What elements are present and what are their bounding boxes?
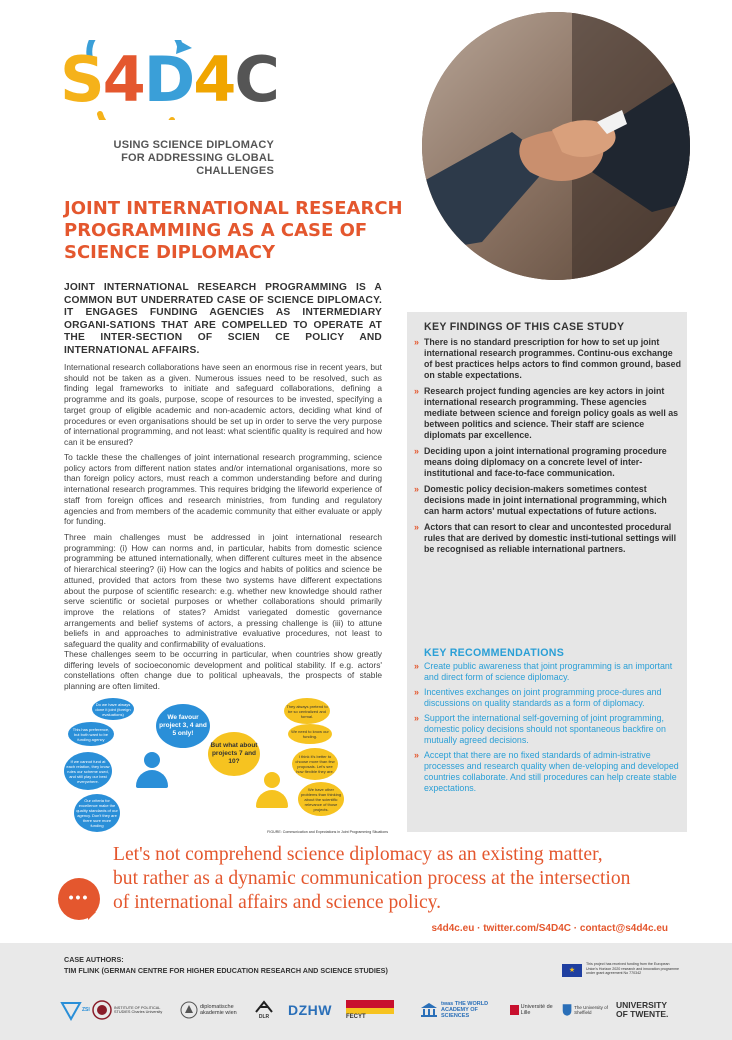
key-findings-list (414, 337, 681, 560)
list-item: » Support the international self-governing of joint programming, domestic policy decisions should not spontaneous backfire on mutually agreed decisions. (414, 713, 666, 745)
partner-logo-dzhw: DZHW (288, 1002, 332, 1018)
partner-logo-fecyt: FECYT (346, 997, 394, 1023)
speech-bubble: We need to know our funding. (288, 724, 332, 744)
crest-icon (180, 1001, 198, 1019)
partner-logo-twente: UNIVERSITY OF TWENTE. (616, 1000, 669, 1019)
speech-bubble: But what about projects 7 and 10? (208, 732, 260, 776)
pull-quote: Let's not comprehend science diplomacy as an existing matter, but rather as a dynamic communication process at the intersection of international affairs and science policy. (113, 844, 631, 913)
list-item: » Incentives exchanges on joint programming proce-dures and discussions on quality standards as a form of diplomacy. (414, 687, 662, 708)
bullet-icon: » (414, 661, 419, 671)
partner-logo-unesco (420, 997, 438, 1023)
bullet-icon: » (414, 484, 419, 494)
s4d4c-logo (60, 40, 280, 120)
handshake-image (422, 12, 690, 280)
bullet-icon: » (414, 446, 419, 456)
contact-links[interactable]: s4d4c.eu · twitter.com/S4D4C · contact@s4d4c.eu (431, 923, 668, 934)
list-item: » Domestic policy decision-makers sometimes contest decisions made in joint international programming, which can harm actors' mutual expectations of future actions. (414, 484, 667, 516)
list-item: » Actors that can resort to clear and uncontested procedural rules that are derived by domestic insti-tutional settings will be recognised as reliable international partners. (414, 522, 677, 554)
body-paragraph: To tackle these the challenges of joint international research programming, science policy actors from different nation states and/or international organisations, more so than foreign policy actors, must reach a common understanding before and during international research programmes. This requires bridging the lifeworld experience of staff from foreign offices and research ministries, from funding and regulatory agencies and from members of the academic community that either evaluate or apply for funding. (64, 452, 382, 527)
figure-caption: FIGURE: Communication and Expectations in Joint Programming Situations (267, 830, 388, 834)
speech-bubble: I think it's better to choose more than few proposals. Let's see how flexible they are. (292, 748, 338, 780)
speech-bubble-icon: ••• (58, 878, 100, 920)
speech-bubble: They always pretend to be so centralized and formal. (284, 698, 330, 724)
partner-logo-diplomatische-akademie: diplomatische akademie wien (180, 997, 250, 1023)
speech-bubble: We have other problems than thinking about the scientific relevance of those projects. (298, 782, 344, 816)
key-findings-title: KEY FINDINGS OF THIS CASE STUDY (424, 321, 625, 333)
list-item: » Accept that there are no fixed standards of admin-istrative processes and research quality when de-veloping and developed countries collaborate. And still procedures can help create stable expectations. (414, 750, 679, 793)
bullet-icon: » (414, 337, 419, 347)
list-item: » Research project funding agencies are key actors in joint international research programming. These agencies mediate between science and foreign policy goals as well as between politics and science. Their staff are science diplomats par excellence. (414, 386, 679, 440)
authors: TIM FLINK (GERMAN CENTRE FOR HIGHER EDUCATION RESEARCH AND SCIENCE STUDIES) (64, 966, 388, 975)
list-item: » Create public awareness that joint programming is an important and direct form of science diplomacy. (414, 661, 673, 682)
body-paragraph: International research collaborations have seen an enormous rise in recent years, but should not be taken as a given. Numerous issues need to be resolved, such as finding legal frameworks to initiate and safeguard collaborations, defining a programme and its goals, purpose, scope of resources to be invested, specifying a target group of eligible academic and non-academic actors, deciding what kind of procedures or even organisations should be set up in order to serve the very purpose of international programming, and not least: what scientific quality is required and how can it be ensured? (64, 362, 382, 447)
bullet-icon: » (414, 713, 419, 723)
partner-logo-dlr: DLR (254, 997, 274, 1023)
tagline: USING SCIENCE DIPLOMACY FOR ADDRESSING GLOBAL CHALLENGES (113, 139, 274, 177)
list-item: » There is no standard prescription for how to set up joint international research programmes. Continu-ous exchange of best practices helps actors to find common ground, based on stable expectations. (414, 337, 681, 380)
lead-paragraph: JOINT INTERNATIONAL RESEARCH PROGRAMMING IS A COMMON BUT UNDERRATED CASE OF SCIENCE DIPLOMACY. IT ENGAGES FUNDING AGENCIES AS INTERMEDIARY ORGANI-SATIONS THAT ARE COMPELLED TO OPERATE AT THE INTER-SECTION OF SCIEN CE POLICY AND INTERNATIONAL AFFAIRS. (64, 282, 382, 356)
bullet-icon: » (414, 522, 419, 532)
speech-bubble: Our criteria for excellence make the quality standards of our agency. Don't they are there sure more funding (74, 794, 120, 832)
eu-funding-note: This project has received funding from the European Union's Horizon 2020 research and innovation programme under grant agreement No 770342 (586, 962, 679, 975)
body-paragraph: Three main challenges must be addressed in joint international research programming: (i) How can norms and, in particular, habits from domestic science programming be attuned internationally, when different cultures meet in the absence of hierarchical steering? (ii) How can the logics and habits of politics and science be attuned, provided that actors from these two systems have different expectations about the purpose of scientific research: e.g. whether new knowledge should rather serve scientific or societal purposes or whether collaborations should primarily improve the relations of states? Amidst variegated domestic governance arrangements and belief systems of actors, a pressing challenge is (iii) to attune beliefs in and approaches to administrative evaluative procedures, not least to safeguard the quality and confirmability of evaluations. (64, 532, 382, 650)
bullet-icon: » (414, 687, 419, 697)
temple-icon (420, 1002, 438, 1018)
communication-figure (64, 696, 388, 836)
seal-icon (92, 1000, 112, 1020)
logo-wordmark: S4D4C (60, 43, 278, 116)
authors-label: CASE AUTHORS: (64, 955, 124, 964)
body-paragraph: These challenges seem to be occurring in particular, when countries show greatly differing levels of socioeconomic development and political stability. If e.g. actors' constellations often change due to political upheavals, the prospects of stable planning are often limited. (64, 649, 382, 692)
partner-logo-twas: twas THE WORLD ACADEMY OF SCIENCES (441, 1001, 489, 1019)
list-item: » Deciding upon a joint international programing procedure means doing diplomacy on a concrete level of inter-institutional and face-to-face communication. (414, 446, 667, 478)
dlr-logo-icon (254, 1000, 274, 1014)
bullet-icon: » (414, 386, 419, 396)
lille-logo-icon (510, 1005, 519, 1015)
key-recommendations-title: KEY RECOMMENDATIONS (424, 647, 565, 659)
key-recommendations-list (414, 661, 681, 798)
eu-flag-icon: ★ (562, 964, 582, 977)
shield-icon (562, 1001, 572, 1019)
speech-bubble: If we cannot fund at each relation, they know rules our scheme used, and still play our best everywhere. (64, 752, 112, 790)
page-title: JOINT INTERNATIONAL RESEARCH PROGRAMMING AS A CASE OF SCIENCE DIPLOMACY (64, 198, 403, 263)
partner-logo-universite-de-lille: Université de Lille (510, 997, 558, 1023)
speech-bubble: This has preference, but both want to be funding agency (68, 722, 114, 746)
partner-logo-sheffield: The University of Sheffield (562, 997, 612, 1023)
handshake-photo (422, 12, 690, 280)
speech-bubble: We favour project 3, 4 and 5 only! (156, 704, 210, 748)
bullet-icon: » (414, 750, 419, 760)
zsi-logo-icon (60, 999, 82, 1021)
speech-bubble: Do we have always done it joint (foreign evaluations) (92, 698, 134, 720)
partner-logo-charles-university: INSTITUTE OF POLITICAL STUDIES Charles University (92, 997, 172, 1023)
partner-logo-zsi: ZSI (60, 997, 90, 1023)
